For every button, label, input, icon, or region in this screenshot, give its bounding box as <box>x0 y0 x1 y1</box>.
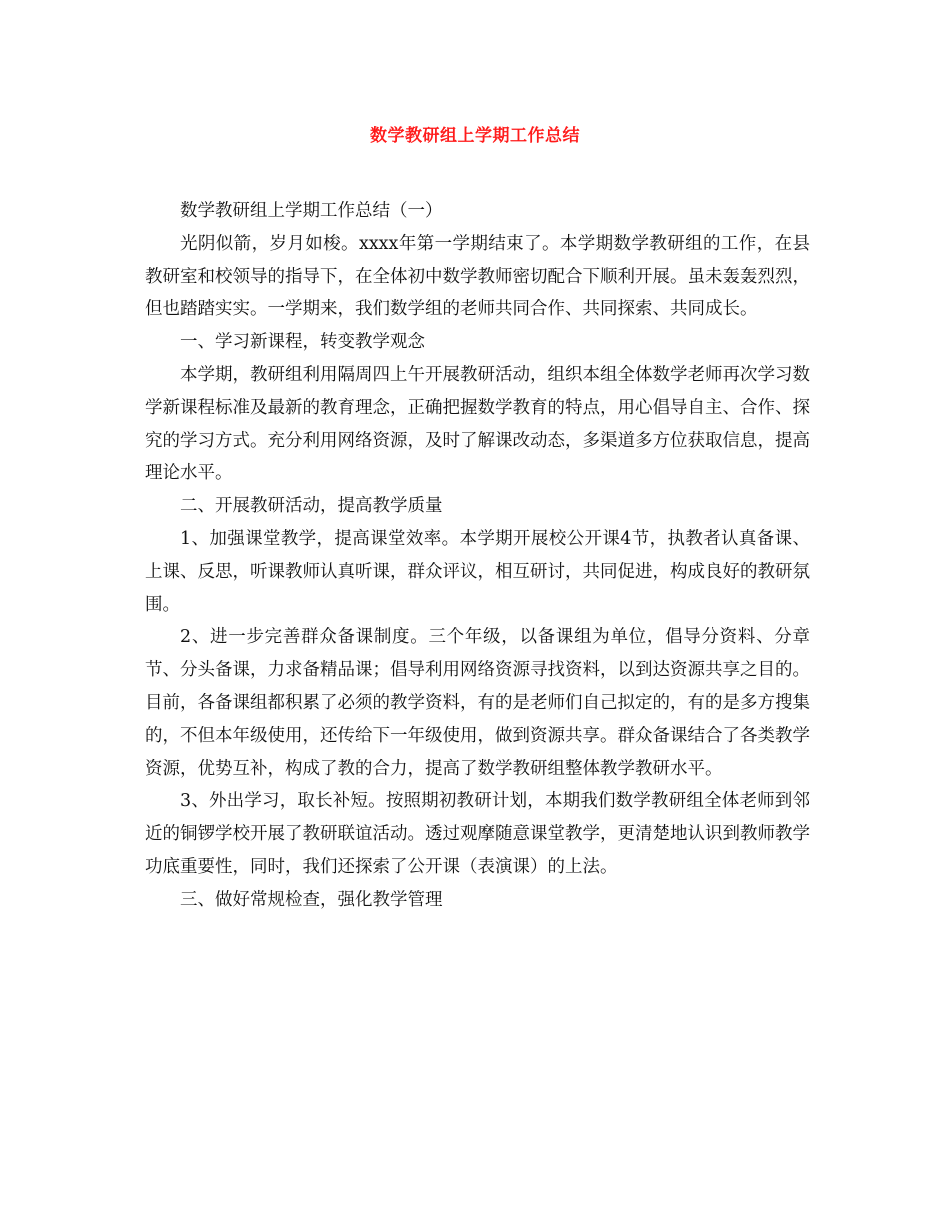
document-body <box>145 195 810 917</box>
item-3-paragraph: 3、外出学习，取长补短。按照期初教研计划，本期我们数学教研组全体老师到邻近的铜锣学校开展了教研联谊活动。透过观摩随意课堂教学，更清楚地认识到教师教学功底重要性，同时，我们还探索了公开课（表演课）的上法。 <box>145 791 810 877</box>
section-heading-2: 二、开展教研活动，提高教学质量 <box>180 496 443 517</box>
item-2-paragraph: 2、进一步完善群众备课制度。三个年级，以备课组为单位，倡导分资料、分章节、分头备课，力求备精品课；倡导利用网络资源寻找资料，以到达资源共享之目的。目前，各备课组都积累了必须的教学资料，有的是老师们自己拟定的，有的是多方搜集的，不但本年级使用，还传给下一年级使用，做到资源共享。群众备课结合了各类教学资源，优势互补，构成了教的合力，提高了数学教研组整体教学教研水平。 <box>145 627 810 779</box>
section-1-paragraph: 本学期，教研组利用隔周四上午开展教研活动，组织本组全体数学老师再次学习数学新课程标准及最新的教育理念，正确把握数学教育的特点，用心倡导自主、合作、探究的学习方式。充分利用网络资源，及时了解课改动态，多渠道多方位获取信息，提高理论水平。 <box>145 364 810 484</box>
intro-paragraph: 光阴似箭，岁月如梭。xxxx年第一学期结束了。本学期数学教研组的工作，在县教研室和校领导的指导下，在全体初中数学教师密切配合下顺利开展。虽未轰轰烈烈，但也踏踏实实。一学期来，我们数学组的老师共同合作、共同探索、共同成长。 <box>145 233 810 320</box>
item-1-paragraph: 1、加强课堂教学，提高课堂效率。本学期开展校公开课4节，执教者认真备课、上课、反思，听课教师认真听课，群众评议，相互研讨，共同促进，构成良好的教研氛围。 <box>145 528 810 615</box>
document-title: 数学教研组上学期工作总结 <box>370 126 580 146</box>
subtitle-paragraph: 数学教研组上学期工作总结（一） <box>180 201 443 221</box>
section-heading-1: 一、学习新课程，转变教学观念 <box>180 332 425 353</box>
section-heading-3: 三、做好常规检查，强化教学管理 <box>180 889 443 910</box>
